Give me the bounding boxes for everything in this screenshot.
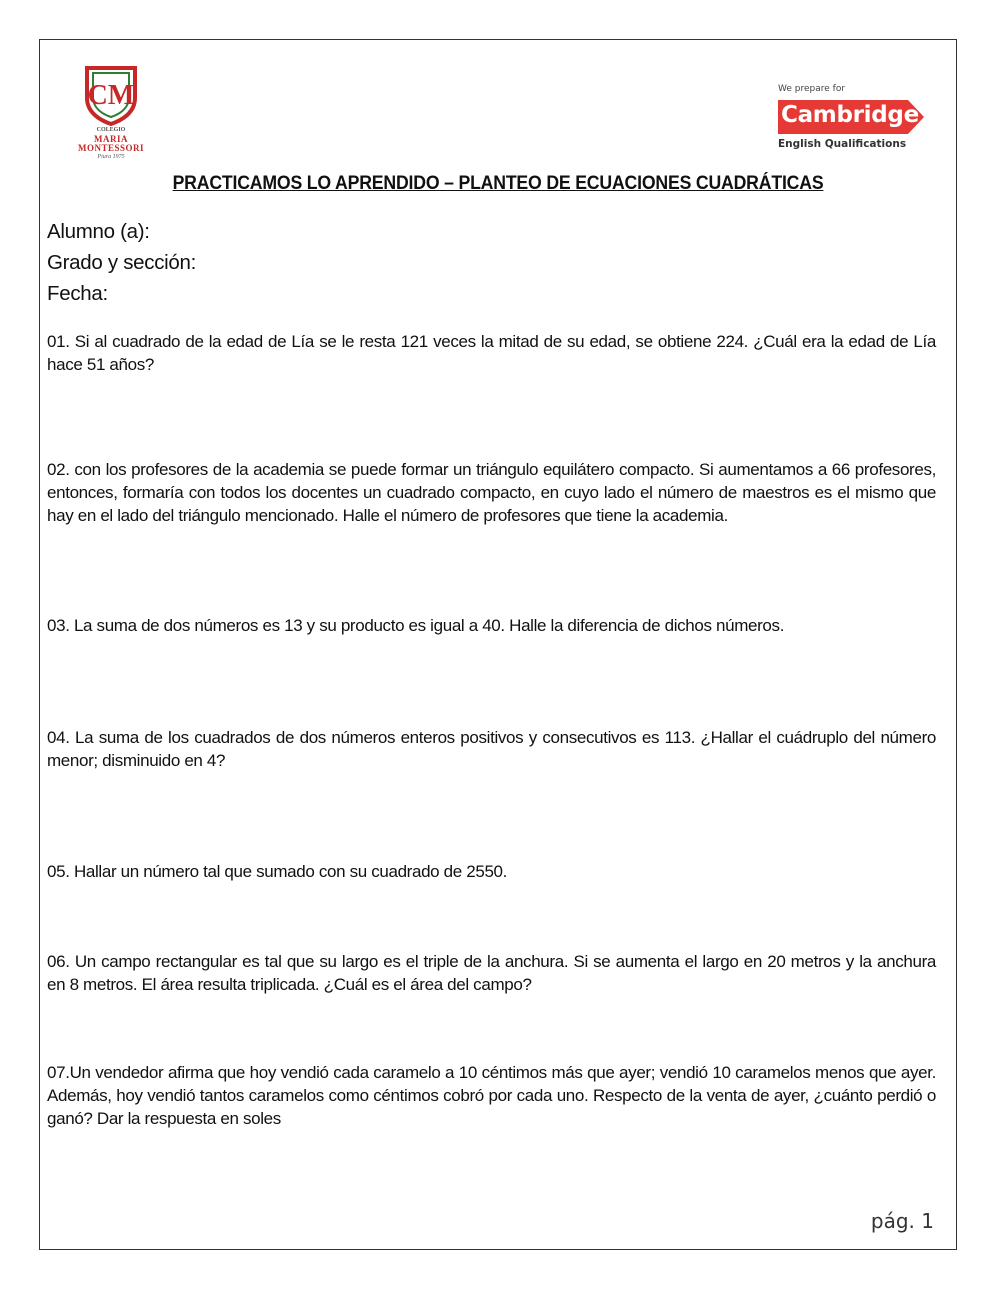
school-shield-icon <box>83 64 139 126</box>
question-1: 01. Si al cuadrado de la edad de Lía se le resta 121 veces la mitad de su edad, se obtiene 224. ¿Cuál era la edad de Lía hace 51 años? <box>47 332 936 374</box>
question-6: 06. Un campo rectangular es tal que su largo es el triple de la anchura. Si se aumenta el largo en 20 metros y la anchura en 8 metros. El área resulta triplicada. ¿Cuál es el área del campo? <box>47 952 936 994</box>
page-number: pág. 1 <box>870 1209 934 1233</box>
question-5: 05. Hallar un número tal que sumado con su cuadrado de 2550. <box>47 862 508 881</box>
question-7: 07.Un vendedor afirma que hoy vendió cada caramelo a 10 céntimos más que ayer; vendió 10 caramelos menos que ayer. Además, hoy vendió tantos caramelos como céntimos cobró por cada uno. Respecto de la venta de ayer, ¿cuánto perdió o ganó? Dar la respuesta en soles <box>47 1063 936 1128</box>
cambridge-tagline: We prepare for <box>778 84 846 94</box>
question-2: 02. con los profesores de la academia se puede formar un triángulo equilátero compacto. Si aumentamos a 66 profesores, entonces, formaría con todos los docentes un cuadrado compacto, en cuyo lado el número de maestros es el mismo que hay en el lado del triángulo mencionado. Halle el número de profesores que tiene la academia. <box>47 460 936 525</box>
school-name-line1: MARIA <box>94 134 128 144</box>
cambridge-brand: Cambridge <box>781 102 919 128</box>
grade-section-label: Grado y sección: <box>47 251 197 274</box>
school-label: COLEGIO <box>96 127 126 133</box>
question-4: 04. La suma de los cuadrados de dos números enteros positivos y consecutivos es 113. ¿Hallar el cuádruplo del número menor; disminuido en 4? <box>47 728 936 770</box>
cambridge-logo <box>778 84 928 150</box>
school-city: Piura 1975 <box>97 154 125 160</box>
question-3: 03. La suma de dos números es 13 y su producto es igual a 40. Halle la diferencia de dichos números. <box>47 616 785 635</box>
school-logo <box>76 64 146 162</box>
date-label: Fecha: <box>47 282 108 305</box>
cambridge-subtitle: English Qualifications <box>778 138 907 150</box>
school-initials: CM <box>87 80 135 111</box>
school-name-line2: MONTESSORI <box>77 143 144 153</box>
page-title: PRACTICAMOS LO APRENDIDO – PLANTEO DE ECUACIONES CUADRÁTICAS <box>172 173 824 194</box>
student-name-label: Alumno (a): <box>47 220 150 243</box>
